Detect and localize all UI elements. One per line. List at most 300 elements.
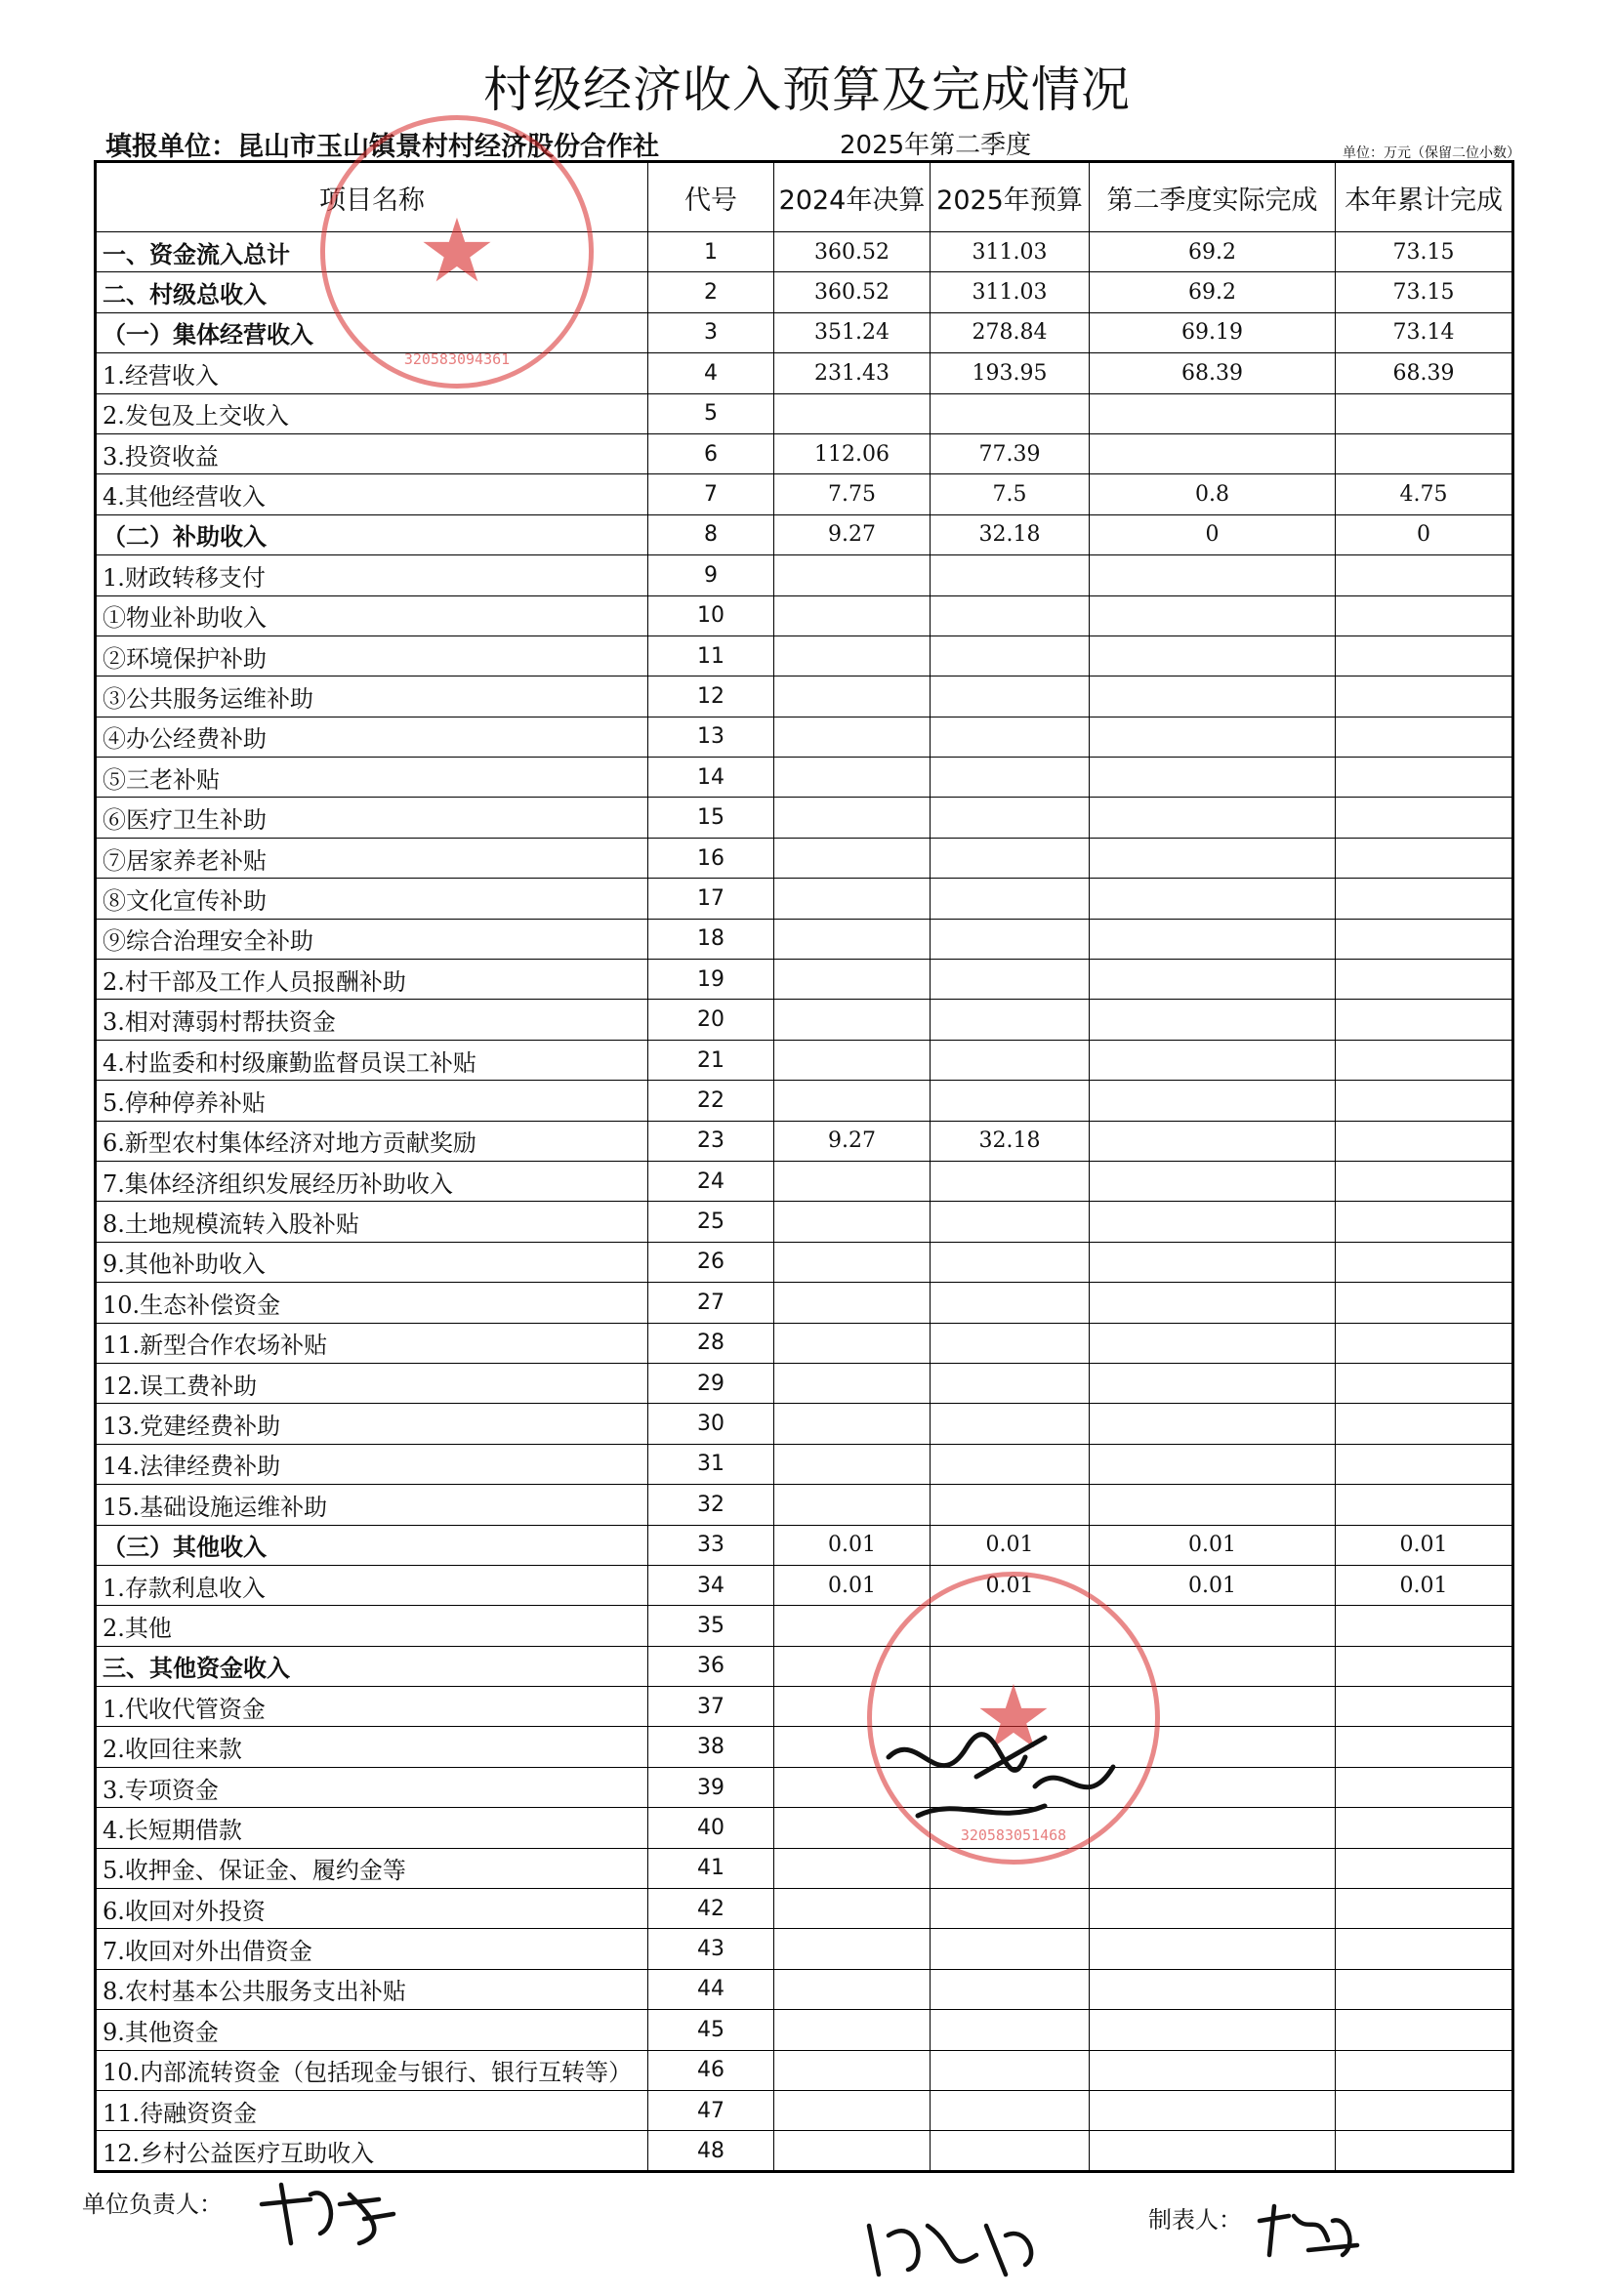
row-item-name: 9.其他补助收入: [96, 1242, 648, 1282]
row-ytd-actual: [1336, 1727, 1513, 1767]
row-ytd-actual: [1336, 1687, 1513, 1727]
row-q2-actual: [1090, 960, 1336, 1000]
unit-leader-label: 单位负责人：: [82, 2191, 223, 2218]
table-row: [96, 676, 1513, 717]
row-item-name: 3.投资收益: [96, 433, 648, 473]
table-row: [96, 1202, 1513, 1242]
header-2025-budget: 2025年预算: [931, 162, 1090, 232]
row-2025-budget: 311.03: [931, 232, 1090, 272]
table-body: [96, 232, 1513, 2172]
row-2025-budget: [931, 2050, 1090, 2090]
table-row: [96, 514, 1513, 554]
row-2024-final: [774, 1242, 931, 1282]
row-2024-final: 0.01: [774, 1565, 931, 1605]
row-ytd-actual: [1336, 1646, 1513, 1686]
row-2025-budget: [931, 1040, 1090, 1080]
row-2025-budget: [931, 1081, 1090, 1121]
header-code: 代号: [648, 162, 774, 232]
table-row: [96, 636, 1513, 676]
row-2024-final: [774, 717, 931, 757]
table-row: [96, 1646, 1513, 1686]
row-item-name: 12.误工费补助: [96, 1363, 648, 1403]
row-2024-final: [774, 758, 931, 798]
table-row: [96, 758, 1513, 798]
row-item-name: ⑦居家养老补贴: [96, 838, 648, 878]
row-item-name: 2.发包及上交收入: [96, 393, 648, 433]
row-2024-final: [774, 1040, 931, 1080]
row-code: 3: [648, 312, 774, 352]
row-2024-final: [774, 960, 931, 1000]
table-row: [96, 1081, 1513, 1121]
row-ytd-actual: [1336, 1848, 1513, 1888]
row-q2-actual: [1090, 676, 1336, 717]
row-ytd-actual: [1336, 2050, 1513, 2090]
row-ytd-actual: [1336, 1040, 1513, 1080]
table-row: [96, 1485, 1513, 1525]
row-ytd-actual: [1336, 758, 1513, 798]
row-item-name: ⑧文化宣传补助: [96, 879, 648, 919]
row-ytd-actual: [1336, 1606, 1513, 1646]
table-row: [96, 717, 1513, 757]
table-row: [96, 1363, 1513, 1403]
row-2025-budget: [931, 595, 1090, 636]
row-code: 11: [648, 636, 774, 676]
table-row: [96, 1727, 1513, 1767]
row-code: 38: [648, 1727, 774, 1767]
row-code: 42: [648, 1889, 774, 1929]
row-code: 28: [648, 1323, 774, 1363]
row-2025-budget: [931, 1404, 1090, 1444]
row-ytd-actual: 0.01: [1336, 1525, 1513, 1565]
row-item-name: （三）其他收入: [96, 1525, 648, 1565]
row-ytd-actual: [1336, 717, 1513, 757]
row-ytd-actual: 73.15: [1336, 232, 1513, 272]
table-row: [96, 1040, 1513, 1080]
row-ytd-actual: [1336, 1323, 1513, 1363]
row-code: 14: [648, 758, 774, 798]
row-2024-final: [774, 555, 931, 595]
row-code: 40: [648, 1808, 774, 1848]
row-2025-budget: [931, 798, 1090, 838]
seal-number: 320583094361: [403, 350, 511, 368]
row-2025-budget: [931, 2090, 1090, 2130]
table-row: [96, 1242, 1513, 1282]
row-ytd-actual: 4.75: [1336, 474, 1513, 514]
row-2025-budget: [931, 2010, 1090, 2050]
table-row: [96, 1323, 1513, 1363]
row-2024-final: 112.06: [774, 433, 931, 473]
row-2025-budget: [931, 717, 1090, 757]
row-item-name: 4.长短期借款: [96, 1808, 648, 1848]
table-row: [96, 1889, 1513, 1929]
row-2024-final: [774, 2050, 931, 2090]
row-code: 37: [648, 1687, 774, 1727]
row-ytd-actual: [1336, 1889, 1513, 1929]
cooperative-seal: [320, 115, 594, 389]
row-2024-final: 0.01: [774, 1525, 931, 1565]
row-ytd-actual: [1336, 433, 1513, 473]
row-q2-actual: [1090, 2050, 1336, 2090]
row-q2-actual: 69.2: [1090, 272, 1336, 312]
row-2025-budget: [931, 1242, 1090, 1282]
row-item-name: 1.财政转移支付: [96, 555, 648, 595]
row-code: 17: [648, 879, 774, 919]
row-2024-final: [774, 1969, 931, 2009]
row-code: 9: [648, 555, 774, 595]
row-q2-actual: 0.8: [1090, 474, 1336, 514]
row-code: 4: [648, 353, 774, 393]
row-item-name: 12.乡村公益医疗互助收入: [96, 2131, 648, 2171]
row-q2-actual: [1090, 1323, 1336, 1363]
table-row: [96, 1161, 1513, 1201]
row-item-name: ⑨综合治理安全补助: [96, 919, 648, 959]
row-2024-final: [774, 838, 931, 878]
table-row: [96, 393, 1513, 433]
row-2025-budget: [931, 1363, 1090, 1403]
row-ytd-actual: [1336, 2010, 1513, 2050]
row-q2-actual: 0: [1090, 514, 1336, 554]
row-2025-budget: 7.5: [931, 474, 1090, 514]
row-item-name: 4.村监委和村级廉勤监督员误工补贴: [96, 1040, 648, 1080]
row-2024-final: [774, 919, 931, 959]
row-ytd-actual: [1336, 1283, 1513, 1323]
page-title: 村级经济收入预算及完成情况: [483, 62, 1131, 118]
row-2025-budget: [931, 1969, 1090, 2009]
row-q2-actual: [1090, 555, 1336, 595]
table-row: [96, 1565, 1513, 1605]
row-ytd-actual: [1336, 1485, 1513, 1525]
row-code: 33: [648, 1525, 774, 1565]
row-item-name: 3.相对薄弱村帮扶资金: [96, 1000, 648, 1040]
row-item-name: 10.生态补偿资金: [96, 1283, 648, 1323]
row-code: 21: [648, 1040, 774, 1080]
row-q2-actual: [1090, 838, 1336, 878]
row-ytd-actual: [1336, 1404, 1513, 1444]
row-item-name: 3.专项资金: [96, 1767, 648, 1807]
row-item-name: ⑥医疗卫生补助: [96, 798, 648, 838]
row-2024-final: [774, 2131, 931, 2171]
row-item-name: ⑤三老补贴: [96, 758, 648, 798]
star-icon: ★: [973, 1666, 1054, 1769]
header-ytd-actual: 本年累计完成: [1336, 162, 1513, 232]
row-2024-final: [774, 1161, 931, 1201]
row-code: 15: [648, 798, 774, 838]
row-item-name: 二、村级总收入: [96, 272, 648, 312]
row-ytd-actual: 0.01: [1336, 1565, 1513, 1605]
row-q2-actual: [1090, 1404, 1336, 1444]
row-2025-budget: [931, 758, 1090, 798]
row-code: 6: [648, 433, 774, 473]
row-ytd-actual: [1336, 595, 1513, 636]
row-item-name: 5.收押金、保证金、履约金等: [96, 1848, 648, 1888]
row-q2-actual: [1090, 1081, 1336, 1121]
row-2025-budget: [931, 1202, 1090, 1242]
row-2024-final: [774, 1848, 931, 1888]
row-q2-actual: [1090, 1202, 1336, 1242]
preparer-label: 制表人：: [1148, 2206, 1242, 2234]
row-2025-budget: 311.03: [931, 272, 1090, 312]
row-q2-actual: [1090, 1040, 1336, 1080]
row-code: 45: [648, 2010, 774, 2050]
row-ytd-actual: [1336, 879, 1513, 919]
row-2025-budget: [931, 1323, 1090, 1363]
row-q2-actual: [1090, 1121, 1336, 1161]
row-q2-actual: [1090, 1485, 1336, 1525]
row-code: 5: [648, 393, 774, 433]
row-q2-actual: 68.39: [1090, 353, 1336, 393]
row-q2-actual: 0.01: [1090, 1565, 1336, 1605]
row-code: 2: [648, 272, 774, 312]
table-header-row: [96, 162, 1513, 232]
row-code: 7: [648, 474, 774, 514]
row-ytd-actual: [1336, 838, 1513, 878]
table-row: [96, 1525, 1513, 1565]
table-row: [96, 2050, 1513, 2090]
row-code: 48: [648, 2131, 774, 2171]
row-code: 34: [648, 1565, 774, 1605]
row-item-name: 8.土地规模流转入股补贴: [96, 1202, 648, 1242]
row-item-name: 一、资金流入总计: [96, 232, 648, 272]
row-q2-actual: [1090, 595, 1336, 636]
row-2025-budget: [931, 555, 1090, 595]
row-ytd-actual: [1336, 1000, 1513, 1040]
row-q2-actual: [1090, 1242, 1336, 1282]
row-ytd-actual: [1336, 676, 1513, 717]
row-code: 16: [648, 838, 774, 878]
row-q2-actual: [1090, 1161, 1336, 1201]
table-row: [96, 353, 1513, 393]
row-2025-budget: [931, 676, 1090, 717]
row-item-name: 2.其他: [96, 1606, 648, 1646]
row-2025-budget: [931, 960, 1090, 1000]
header-item-name: 项目名称: [96, 162, 648, 232]
row-2024-final: 9.27: [774, 1121, 931, 1161]
row-ytd-actual: 68.39: [1336, 353, 1513, 393]
table-row: [96, 1444, 1513, 1484]
row-2024-final: [774, 1323, 931, 1363]
row-q2-actual: [1090, 636, 1336, 676]
row-ytd-actual: [1336, 1121, 1513, 1161]
table-row: [96, 1929, 1513, 1969]
row-item-name: 15.基础设施运维补助: [96, 1485, 648, 1525]
row-2025-budget: [931, 1485, 1090, 1525]
row-2025-budget: [931, 1889, 1090, 1929]
row-2025-budget: [931, 1161, 1090, 1201]
row-code: 43: [648, 1929, 774, 1969]
row-item-name: 13.党建经费补助: [96, 1404, 648, 1444]
row-q2-actual: [1090, 393, 1336, 433]
row-2024-final: [774, 1363, 931, 1403]
report-period: 2025年第二季度: [840, 131, 1032, 160]
row-code: 19: [648, 960, 774, 1000]
table-row: [96, 1808, 1513, 1848]
row-q2-actual: [1090, 1444, 1336, 1484]
table-row: [96, 1606, 1513, 1646]
preparer-signature: [1250, 2196, 1367, 2265]
row-item-name: 1.代收代管资金: [96, 1687, 648, 1727]
row-code: 35: [648, 1606, 774, 1646]
row-2024-final: [774, 1889, 931, 1929]
row-2025-budget: 77.39: [931, 433, 1090, 473]
row-q2-actual: 69.2: [1090, 232, 1336, 272]
row-code: 32: [648, 1485, 774, 1525]
row-item-name: ③公共服务运维补助: [96, 676, 648, 717]
row-2025-budget: [931, 1000, 1090, 1040]
row-2024-final: [774, 1202, 931, 1242]
row-q2-actual: [1090, 1000, 1336, 1040]
row-item-name: ①物业补助收入: [96, 595, 648, 636]
row-2024-final: 9.27: [774, 514, 931, 554]
row-ytd-actual: [1336, 960, 1513, 1000]
row-ytd-actual: [1336, 2131, 1513, 2171]
row-item-name: 5.停种停养补贴: [96, 1081, 648, 1121]
row-code: 12: [648, 676, 774, 717]
row-code: 27: [648, 1283, 774, 1323]
row-item-name: 11.待融资资金: [96, 2090, 648, 2130]
table-row: [96, 1848, 1513, 1888]
row-2024-final: [774, 1444, 931, 1484]
row-2025-budget: 32.18: [931, 514, 1090, 554]
row-item-name: 1.存款利息收入: [96, 1565, 648, 1605]
row-ytd-actual: [1336, 1363, 1513, 1403]
row-code: 41: [648, 1848, 774, 1888]
row-q2-actual: [1090, 879, 1336, 919]
row-2024-final: [774, 1404, 931, 1444]
row-item-name: 11.新型合作农场补贴: [96, 1323, 648, 1363]
table-row: [96, 595, 1513, 636]
row-code: 23: [648, 1121, 774, 1161]
row-2024-final: [774, 2010, 931, 2050]
row-code: 39: [648, 1767, 774, 1807]
table-row: [96, 838, 1513, 878]
row-q2-actual: [1090, 433, 1336, 473]
row-ytd-actual: [1336, 2090, 1513, 2130]
row-2024-final: 360.52: [774, 272, 931, 312]
row-q2-actual: [1090, 2010, 1336, 2050]
row-q2-actual: [1090, 1889, 1336, 1929]
row-2024-final: 360.52: [774, 232, 931, 272]
seal-number: 320583051468: [960, 1826, 1067, 1844]
row-2025-budget: [931, 838, 1090, 878]
row-2025-budget: [931, 919, 1090, 959]
row-code: 46: [648, 2050, 774, 2090]
row-2024-final: 7.75: [774, 474, 931, 514]
row-item-name: 2.收回往来款: [96, 1727, 648, 1767]
row-2024-final: [774, 1929, 931, 1969]
row-2025-budget: [931, 1444, 1090, 1484]
table-row: [96, 1767, 1513, 1807]
row-2025-budget: [931, 1929, 1090, 1969]
row-code: 22: [648, 1081, 774, 1121]
row-2024-final: [774, 2090, 931, 2130]
table-row: [96, 798, 1513, 838]
header-2024-final: 2024年决算: [774, 162, 931, 232]
table-row: [96, 2010, 1513, 2050]
row-2024-final: [774, 1081, 931, 1121]
row-ytd-actual: [1336, 1444, 1513, 1484]
table-row: [96, 555, 1513, 595]
row-2025-budget: 278.84: [931, 312, 1090, 352]
row-2025-budget: 0.01: [931, 1525, 1090, 1565]
row-item-name: 6.收回对外投资: [96, 1889, 648, 1929]
reporting-unit: 填报单位：昆山市玉山镇景村村经济股份合作社: [105, 132, 659, 162]
row-code: 29: [648, 1363, 774, 1403]
row-ytd-actual: [1336, 1929, 1513, 1969]
row-q2-actual: [1090, 1848, 1336, 1888]
row-ytd-actual: [1336, 1242, 1513, 1282]
row-code: 20: [648, 1000, 774, 1040]
row-q2-actual: [1090, 919, 1336, 959]
star-icon: ★: [417, 200, 497, 303]
row-2024-final: [774, 798, 931, 838]
approver-signature: [859, 2206, 1055, 2284]
row-code: 1: [648, 232, 774, 272]
table-row: [96, 272, 1513, 312]
row-item-name: 三、其他资金收入: [96, 1646, 648, 1686]
table-row: [96, 2090, 1513, 2130]
row-item-name: 14.法律经费补助: [96, 1444, 648, 1484]
row-item-name: （一）集体经营收入: [96, 312, 648, 352]
row-2025-budget: [931, 636, 1090, 676]
row-code: 36: [648, 1646, 774, 1686]
table-row: [96, 1969, 1513, 2009]
row-code: 18: [648, 919, 774, 959]
row-q2-actual: [1090, 1929, 1336, 1969]
table-row: [96, 1283, 1513, 1323]
table-row: [96, 1000, 1513, 1040]
row-item-name: 8.农村基本公共服务支出补贴: [96, 1969, 648, 2009]
row-2024-final: [774, 879, 931, 919]
row-2025-budget: [931, 2131, 1090, 2171]
row-item-name: （二）补助收入: [96, 514, 648, 554]
row-2024-final: [774, 1485, 931, 1525]
row-item-name: 1.经营收入: [96, 353, 648, 393]
row-item-name: 6.新型农村集体经济对地方贡献奖励: [96, 1121, 648, 1161]
table-row: [96, 474, 1513, 514]
row-ytd-actual: [1336, 1161, 1513, 1201]
row-2024-final: [774, 1000, 931, 1040]
row-q2-actual: [1090, 758, 1336, 798]
leader-signature: [252, 2175, 398, 2253]
row-2025-budget: [931, 879, 1090, 919]
row-ytd-actual: [1336, 1081, 1513, 1121]
row-q2-actual: [1090, 798, 1336, 838]
row-2024-final: [774, 595, 931, 636]
unit-note: 单位：万元（保留二位小数）: [1343, 145, 1520, 161]
row-code: 13: [648, 717, 774, 757]
row-2025-budget: [931, 393, 1090, 433]
row-q2-actual: [1090, 1363, 1336, 1403]
row-2025-budget: 193.95: [931, 353, 1090, 393]
row-ytd-actual: 73.15: [1336, 272, 1513, 312]
row-ytd-actual: [1336, 1202, 1513, 1242]
row-code: 24: [648, 1161, 774, 1201]
row-q2-actual: 0.01: [1090, 1525, 1336, 1565]
row-q2-actual: [1090, 717, 1336, 757]
row-2024-final: [774, 676, 931, 717]
row-ytd-actual: [1336, 1969, 1513, 2009]
table-row: [96, 1121, 1513, 1161]
row-code: 25: [648, 1202, 774, 1242]
table-row: [96, 879, 1513, 919]
table-row: [96, 960, 1513, 1000]
row-ytd-actual: [1336, 555, 1513, 595]
row-2025-budget: [931, 1283, 1090, 1323]
row-item-name: 7.集体经济组织发展经历补助收入: [96, 1161, 648, 1201]
row-ytd-actual: [1336, 1767, 1513, 1807]
row-ytd-actual: [1336, 636, 1513, 676]
row-2024-final: [774, 393, 931, 433]
